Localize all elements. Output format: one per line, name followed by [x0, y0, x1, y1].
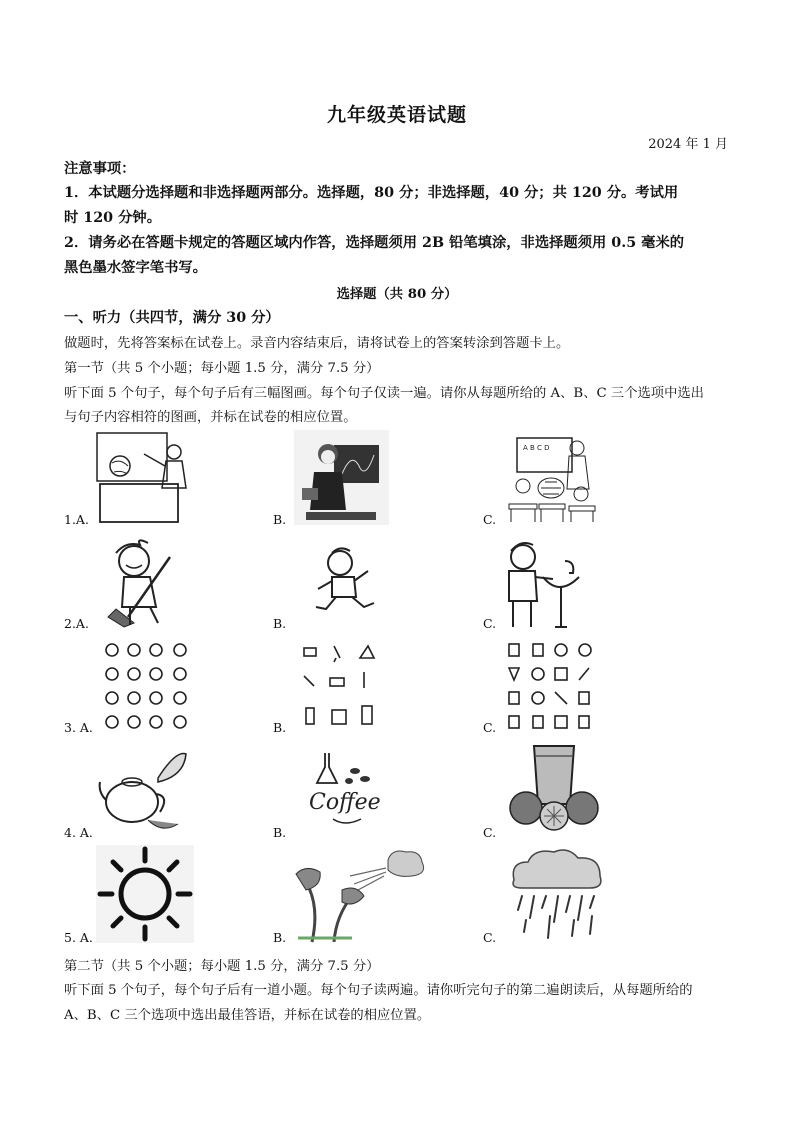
q5-b-windy-image	[292, 846, 428, 944]
q3-option-c-label: C.	[483, 720, 497, 735]
notice-item-2-line-2: 黑色墨水签字笔书写。	[64, 260, 207, 276]
q4-c-orange-juice-image	[504, 744, 604, 834]
coffee-logo-text: Coffee	[309, 790, 381, 815]
q4-a-teapot-image	[98, 748, 190, 836]
q2-option-b-label: B.	[273, 616, 287, 631]
q2-c-boy-washing-hands-image	[503, 537, 583, 632]
q4-option-b-label: B.	[273, 825, 287, 840]
q1-c-classroom-image	[505, 434, 600, 524]
q2-option-c-label: C.	[483, 616, 497, 631]
q1-option-c-label: C.	[483, 512, 497, 527]
q4-b-coffee-image	[303, 749, 385, 829]
notice-item-1-line-1: 1．本试题分选择题和非选择题两部分。选择题，80 分；非选择题，40 分；共 120 分。考试用	[64, 185, 679, 201]
q5-a-sun-image	[96, 845, 194, 943]
page-title: 九年级英语试题	[326, 104, 467, 126]
q5-c-rain-cloud-image	[504, 846, 610, 944]
q3-c-snack-icons-image	[505, 640, 597, 732]
section-1-desc-line-1: 听下面 5 个句子，每个句子后有三幅图画。每个句子仅读一遍。请你从每题所给的 A、B、C 三个选项中选出	[64, 386, 704, 401]
q4-option-a-label: 4. A.	[64, 825, 93, 840]
instruction: 做题时，先将答案标在试卷上。录音内容结束后，请将试卷上的答案转涂到答题卡上。	[64, 336, 570, 351]
q1-option-b-label: B.	[273, 512, 287, 527]
q2-a-boy-sweeping-image	[100, 537, 190, 629]
q5-option-a-label: 5. A.	[64, 930, 93, 945]
q3-option-a-label: 3. A.	[64, 720, 93, 735]
q1-a-teacher-globe-image	[92, 430, 192, 525]
q1-option-a-label: 1.A.	[64, 512, 89, 527]
q2-option-a-label: 2.A.	[64, 616, 89, 631]
notice-heading: 注意事项：	[64, 161, 136, 177]
exam-date: 2024 年 1 月	[648, 137, 728, 152]
q3-option-b-label: B.	[273, 720, 287, 735]
section-2-title: 第二节（共 5 个小题；每小题 1.5 分，满分 7.5 分）	[64, 959, 380, 974]
q4-option-c-label: C.	[483, 825, 497, 840]
notice-item-1-line-2: 时 120 分钟。	[64, 210, 161, 226]
q2-b-boy-running-image	[310, 545, 380, 615]
q5-option-c-label: C.	[483, 930, 497, 945]
q3-a-fruits-icons-image	[102, 640, 194, 732]
q3-b-stationery-icons-image	[300, 642, 380, 728]
part-1-title: 一、听力（共四节，满分 30 分）	[64, 310, 280, 326]
notice-item-2-line-1: 2．请务必在答题卡规定的答题区域内作答，选择题须用 2B 铅笔填涂，非选择题须用 0.5 毫米的	[64, 235, 685, 251]
section-2-desc-line-2: A、B、C 三个选项中选出最佳答语，并标在试卷的相应位置。	[64, 1008, 431, 1023]
q1-b-teacher-chalkboard-image	[294, 430, 389, 525]
q5-option-b-label: B.	[273, 930, 287, 945]
section-1-desc-line-2: 与句子内容相符的图画，并标在试卷的相应位置。	[64, 410, 357, 425]
section-2-desc-line-1: 听下面 5 个句子，每个句子后有一道小题。每个句子读两遍。请你听完句子的第二遍朗读后，从每题所给的	[64, 983, 693, 998]
section-title: 选择题（共 80 分）	[336, 287, 458, 302]
board-letters: A B C D	[523, 444, 550, 452]
section-1-title: 第一节（共 5 个小题；每小题 1.5 分，满分 7.5 分）	[64, 361, 380, 376]
